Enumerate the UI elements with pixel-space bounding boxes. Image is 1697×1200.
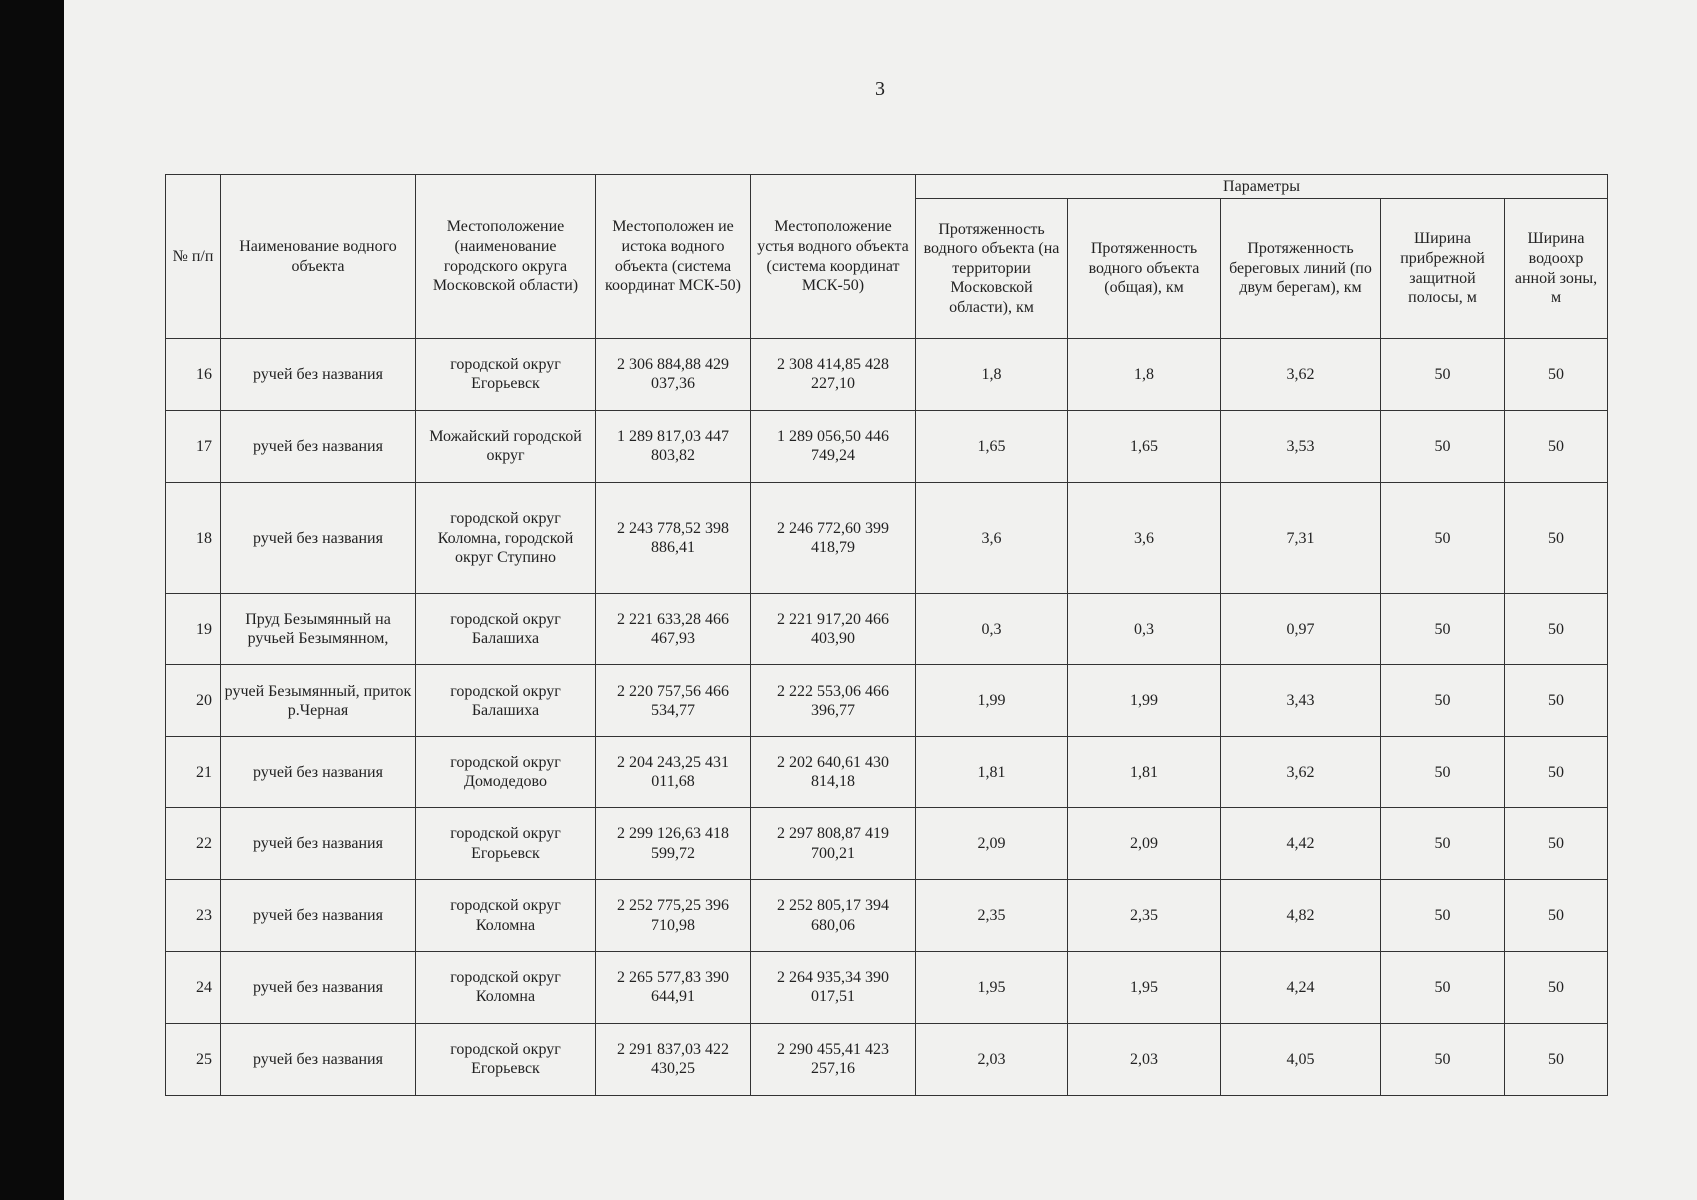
cell-mouth: 2 308 414,85 428 227,10 [751, 339, 916, 411]
cell-protection-zone: 50 [1505, 482, 1608, 593]
table-row [166, 339, 1608, 411]
cell-length-mo: 2,35 [916, 880, 1068, 952]
cell-shore-length: 4,42 [1221, 808, 1381, 880]
cell-length-mo: 0,3 [916, 594, 1068, 665]
cell-coastal-strip: 50 [1381, 737, 1505, 808]
cell-name: Пруд Безымянный на ручьей Безымянном, [221, 594, 416, 665]
cell-source: 1 289 817,03 447 803,82 [596, 410, 751, 482]
cell-shore-length: 3,62 [1221, 339, 1381, 411]
cell-coastal-strip: 50 [1381, 808, 1505, 880]
cell-mouth: 2 264 935,34 390 017,51 [751, 952, 916, 1024]
cell-mouth: 2 290 455,41 423 257,16 [751, 1023, 916, 1095]
cell-coastal-strip: 50 [1381, 339, 1505, 411]
cell-name: ручей без названия [221, 880, 416, 952]
cell-num: 19 [166, 594, 221, 665]
cell-location: городской округ Коломна [416, 880, 596, 952]
cell-source: 2 291 837,03 422 430,25 [596, 1023, 751, 1095]
header-num: № п/п [166, 175, 221, 339]
cell-location: городской округ Балашиха [416, 594, 596, 665]
cell-mouth: 2 246 772,60 399 418,79 [751, 482, 916, 593]
header-coastal-strip: Ширина прибрежной защитной полосы, м [1381, 199, 1505, 339]
cell-num: 18 [166, 482, 221, 593]
cell-mouth: 2 202 640,61 430 814,18 [751, 737, 916, 808]
header-location: Местоположение (наименование городского округа Московской области) [416, 175, 596, 339]
header-shore-length: Протяженность береговых линий (по двум берегам), км [1221, 199, 1381, 339]
table-row [166, 410, 1608, 482]
table-row [166, 482, 1608, 593]
cell-length-mo: 1,99 [916, 665, 1068, 737]
cell-source: 2 306 884,88 429 037,36 [596, 339, 751, 411]
cell-shore-length: 4,05 [1221, 1023, 1381, 1095]
cell-location: городской округ Егорьевск [416, 339, 596, 411]
cell-coastal-strip: 50 [1381, 594, 1505, 665]
cell-shore-length: 3,62 [1221, 737, 1381, 808]
cell-name: ручей без названия [221, 339, 416, 411]
cell-coastal-strip: 50 [1381, 410, 1505, 482]
cell-location: городской округ Балашиха [416, 665, 596, 737]
cell-coastal-strip: 50 [1381, 665, 1505, 737]
cell-source: 2 220 757,56 466 534,77 [596, 665, 751, 737]
cell-length-mo: 3,6 [916, 482, 1068, 593]
cell-length-mo: 2,03 [916, 1023, 1068, 1095]
header-mouth: Местоположение устья водного объекта (система координат МСК-50) [751, 175, 916, 339]
header-protection-zone: Ширина водоохр анной зоны, м [1505, 199, 1608, 339]
header-params: Параметры [916, 175, 1608, 199]
cell-num: 21 [166, 737, 221, 808]
scan-black-edge [0, 0, 64, 1200]
cell-length-total: 1,99 [1068, 665, 1221, 737]
cell-length-total: 2,09 [1068, 808, 1221, 880]
cell-coastal-strip: 50 [1381, 952, 1505, 1024]
header-length-mo: Протяженность водного объекта (на территории Московской области), км [916, 199, 1068, 339]
cell-num: 22 [166, 808, 221, 880]
cell-length-total: 0,3 [1068, 594, 1221, 665]
cell-protection-zone: 50 [1505, 808, 1608, 880]
cell-location: городской округ Коломна, городской округ Ступино [416, 482, 596, 593]
cell-shore-length: 7,31 [1221, 482, 1381, 593]
cell-length-mo: 1,65 [916, 410, 1068, 482]
cell-name: ручей без названия [221, 1023, 416, 1095]
cell-protection-zone: 50 [1505, 737, 1608, 808]
header-source: Местоположен ие истока водного объекта (система координат МСК-50) [596, 175, 751, 339]
cell-mouth: 2 252 805,17 394 680,06 [751, 880, 916, 952]
cell-source: 2 252 775,25 396 710,98 [596, 880, 751, 952]
cell-mouth: 2 221 917,20 466 403,90 [751, 594, 916, 665]
table-row [166, 808, 1608, 880]
cell-num: 25 [166, 1023, 221, 1095]
cell-name: ручей без названия [221, 410, 416, 482]
cell-num: 23 [166, 880, 221, 952]
cell-protection-zone: 50 [1505, 410, 1608, 482]
cell-length-total: 2,03 [1068, 1023, 1221, 1095]
cell-name: ручей без названия [221, 808, 416, 880]
cell-location: городской округ Коломна [416, 952, 596, 1024]
cell-location: городской округ Домодедово [416, 737, 596, 808]
cell-length-total: 3,6 [1068, 482, 1221, 593]
header-length-total: Протяженность водного объекта (общая), км [1068, 199, 1221, 339]
table-row [166, 737, 1608, 808]
cell-source: 2 243 778,52 398 886,41 [596, 482, 751, 593]
cell-protection-zone: 50 [1505, 1023, 1608, 1095]
cell-location: городской округ Егорьевск [416, 1023, 596, 1095]
cell-num: 16 [166, 339, 221, 411]
cell-protection-zone: 50 [1505, 339, 1608, 411]
table-row [166, 594, 1608, 665]
cell-shore-length: 0,97 [1221, 594, 1381, 665]
cell-length-total: 1,8 [1068, 339, 1221, 411]
cell-coastal-strip: 50 [1381, 482, 1505, 593]
cell-length-total: 1,65 [1068, 410, 1221, 482]
cell-length-total: 1,95 [1068, 952, 1221, 1024]
cell-mouth: 1 289 056,50 446 749,24 [751, 410, 916, 482]
cell-shore-length: 4,24 [1221, 952, 1381, 1024]
cell-location: городской округ Егорьевск [416, 808, 596, 880]
cell-source: 2 204 243,25 431 011,68 [596, 737, 751, 808]
cell-source: 2 299 126,63 418 599,72 [596, 808, 751, 880]
cell-length-mo: 1,8 [916, 339, 1068, 411]
table-row [166, 665, 1608, 737]
cell-length-total: 1,81 [1068, 737, 1221, 808]
cell-length-mo: 1,81 [916, 737, 1068, 808]
cell-location: Можайский городской округ [416, 410, 596, 482]
cell-source: 2 221 633,28 466 467,93 [596, 594, 751, 665]
cell-protection-zone: 50 [1505, 952, 1608, 1024]
cell-num: 17 [166, 410, 221, 482]
cell-length-total: 2,35 [1068, 880, 1221, 952]
cell-name: ручей без названия [221, 952, 416, 1024]
cell-shore-length: 3,53 [1221, 410, 1381, 482]
cell-coastal-strip: 50 [1381, 1023, 1505, 1095]
table-row [166, 880, 1608, 952]
cell-shore-length: 3,43 [1221, 665, 1381, 737]
table-row [166, 1023, 1608, 1095]
cell-length-mo: 1,95 [916, 952, 1068, 1024]
cell-protection-zone: 50 [1505, 665, 1608, 737]
header-name: Наименование водного объекта [221, 175, 416, 339]
cell-shore-length: 4,82 [1221, 880, 1381, 952]
cell-source: 2 265 577,83 390 644,91 [596, 952, 751, 1024]
cell-name: ручей без названия [221, 737, 416, 808]
cell-name: ручей без названия [221, 482, 416, 593]
cell-num: 20 [166, 665, 221, 737]
cell-protection-zone: 50 [1505, 594, 1608, 665]
cell-num: 24 [166, 952, 221, 1024]
cell-name: ручей Безымянный, приток р.Черная [221, 665, 416, 737]
cell-length-mo: 2,09 [916, 808, 1068, 880]
table-row [166, 952, 1608, 1024]
page-number: 3 [875, 78, 885, 100]
cell-coastal-strip: 50 [1381, 880, 1505, 952]
cell-protection-zone: 50 [1505, 880, 1608, 952]
water-objects-table [165, 174, 1608, 1096]
cell-mouth: 2 297 808,87 419 700,21 [751, 808, 916, 880]
cell-mouth: 2 222 553,06 466 396,77 [751, 665, 916, 737]
